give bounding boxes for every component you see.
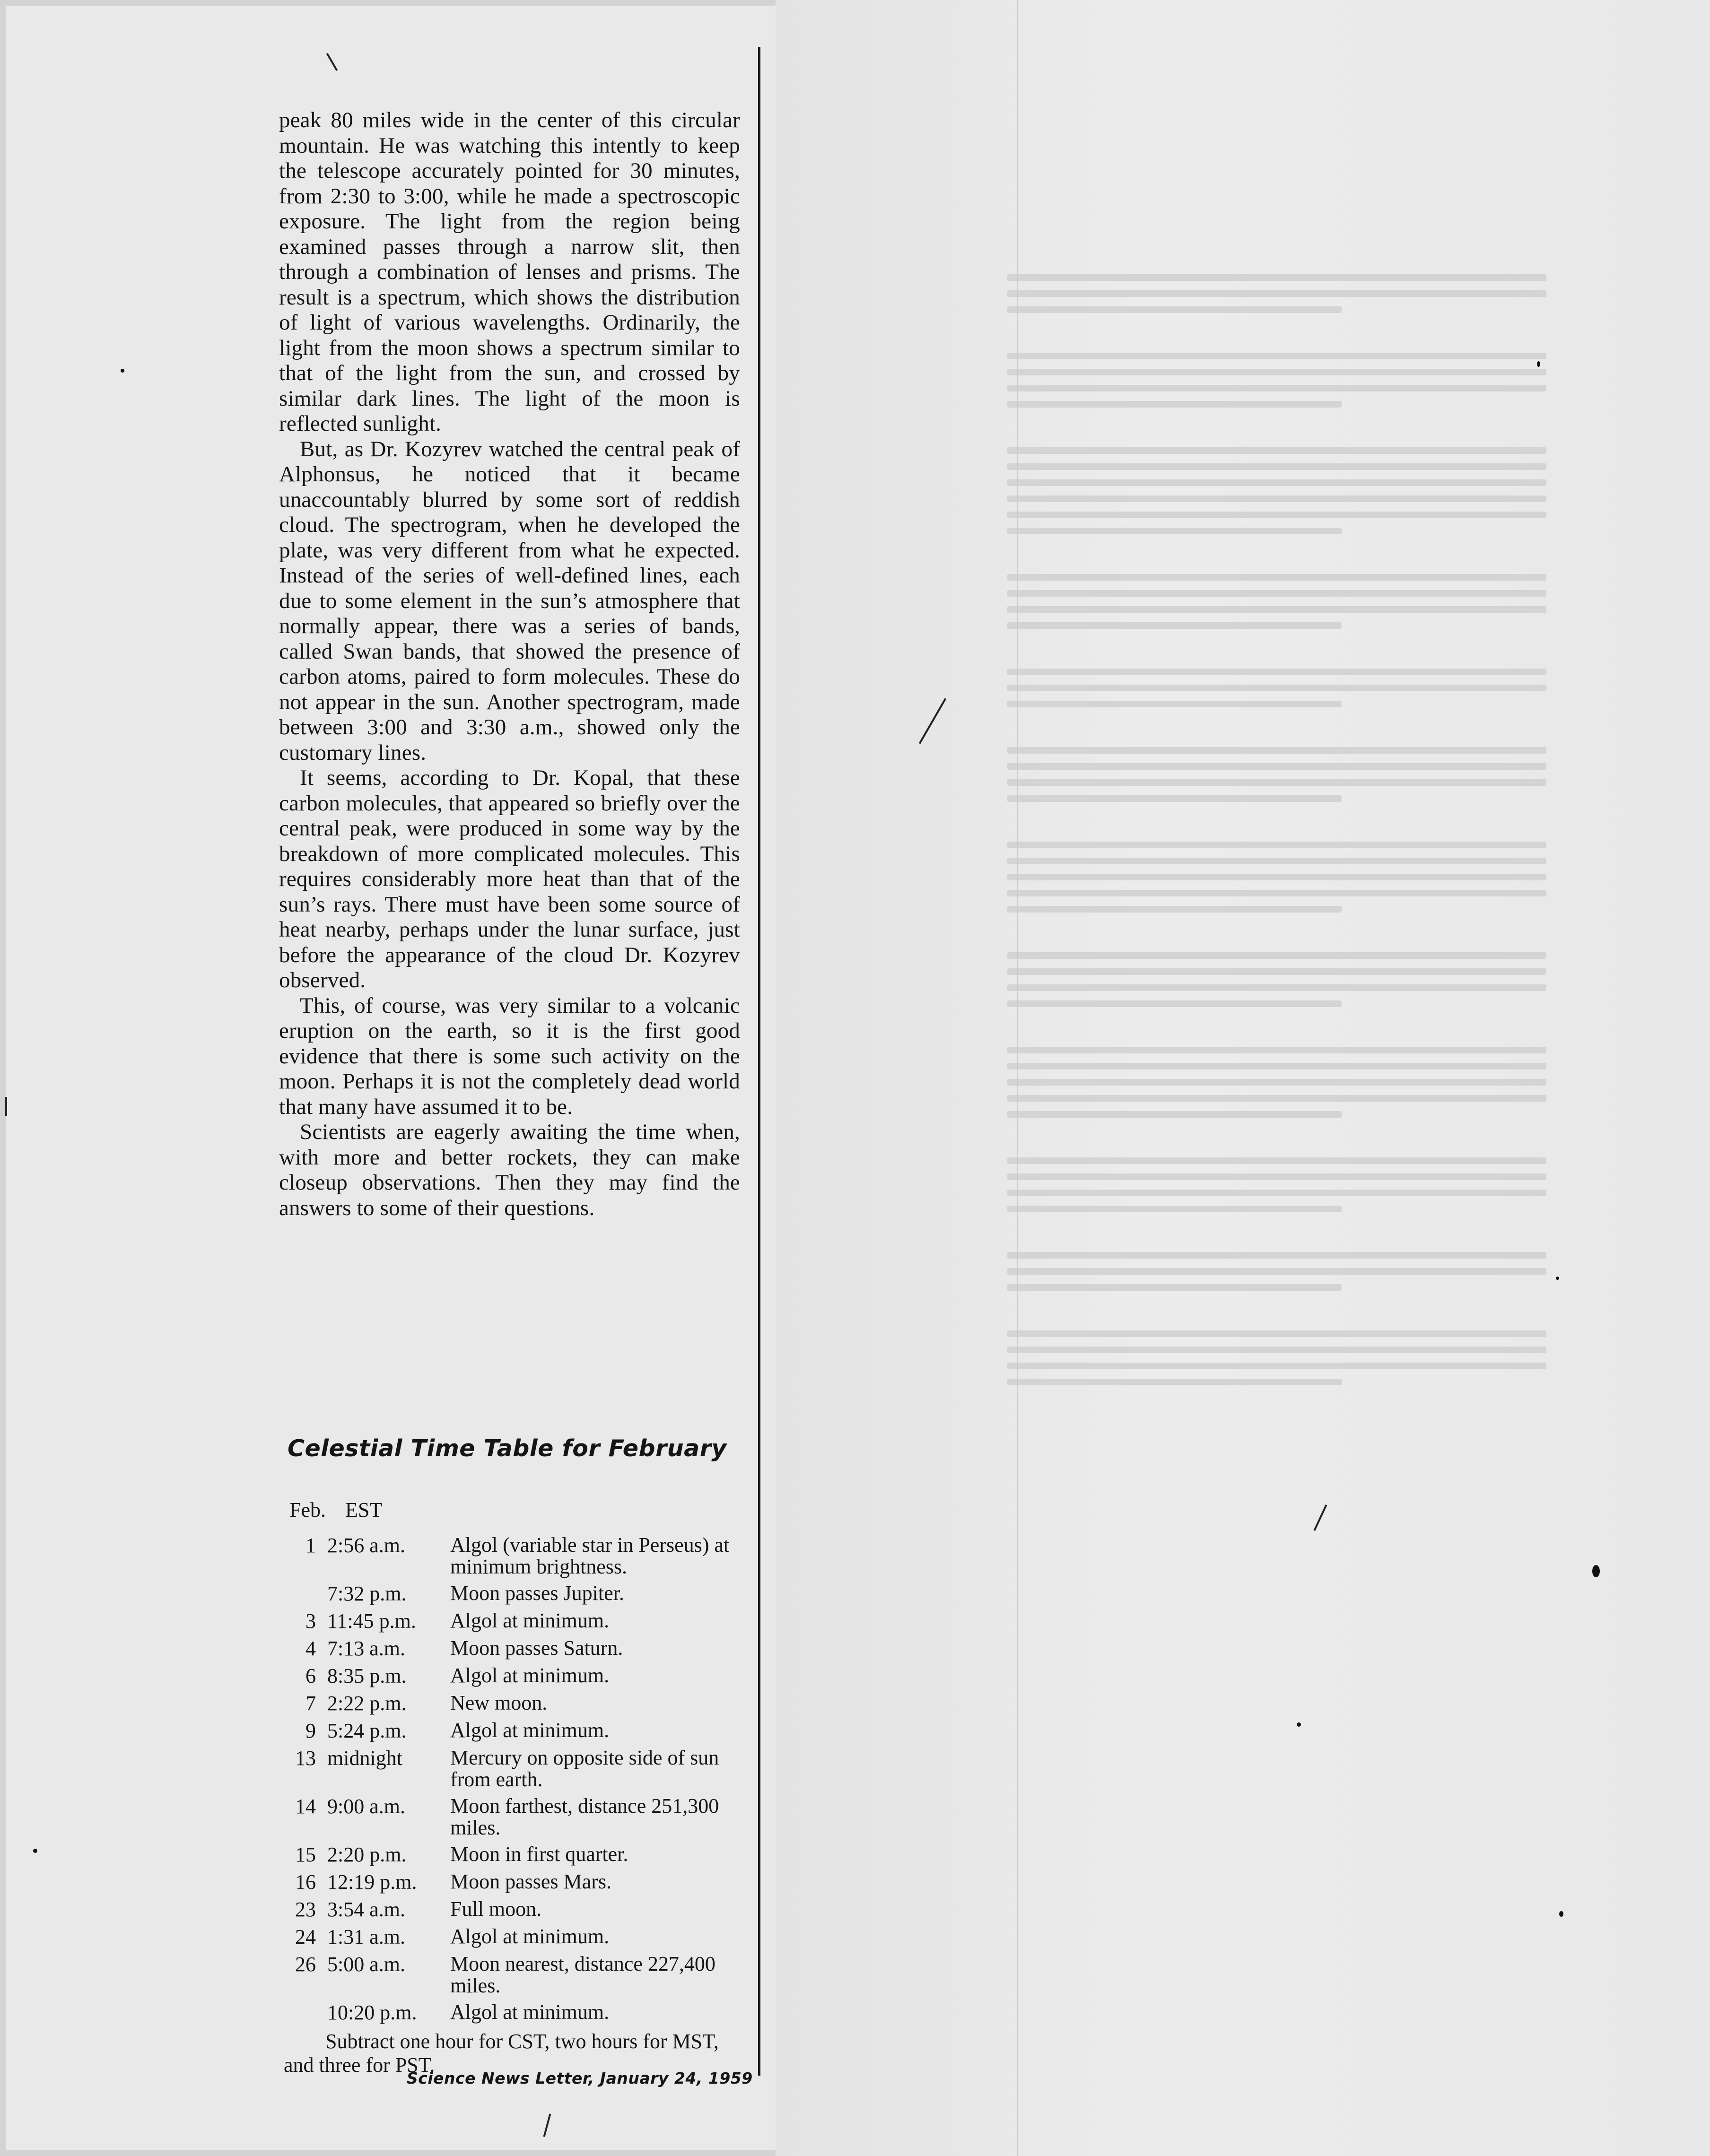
timetable-rows — [284, 1534, 745, 2024]
timetable-event: Moon in first quarter. — [450, 1843, 628, 1866]
scan-speck — [1559, 1911, 1563, 1917]
timetable-row — [284, 1720, 745, 1742]
timetable — [284, 1498, 745, 2077]
timetable-row — [284, 1843, 745, 1866]
timetable-row — [284, 1637, 745, 1660]
timetable-row — [284, 1871, 745, 1894]
timetable-day: 23 — [295, 1898, 316, 1921]
timetable-row — [284, 1610, 745, 1633]
timetable-event: Algol (variable star in Perseus) at minimum brightness. — [450, 1533, 730, 1578]
timetable-row — [284, 1953, 745, 1997]
timetable-time: 9:00 a.m. — [327, 1795, 405, 1818]
timetable-time: 3:54 a.m. — [327, 1898, 405, 1921]
timetable-time: 12:19 p.m. — [327, 1870, 417, 1894]
gutter-line — [1017, 0, 1018, 2156]
scan-speck — [1537, 361, 1540, 367]
paragraph: It seems, according to Dr. Kopal, that these carbon molecules, that appeared so briefly over the central peak, were produced in some way by the breakdown of more complicated molecules. This requires considerably more heat than that of the sun’s rays. There must have been some source of heat nearby, perhaps under the lunar surface, just before the appearance of the cloud Dr. Kozyrev observed. — [279, 765, 740, 992]
col-feb: Feb. — [289, 1498, 326, 1521]
timetable-time: 2:20 p.m. — [327, 1843, 407, 1866]
timetable-title: Celestial Time Table for February — [288, 1435, 727, 1462]
article-column — [279, 108, 740, 1221]
timetable-event: Algol at minimum. — [450, 1925, 610, 1948]
timetable-time: 1:31 a.m. — [327, 1925, 405, 1948]
scan-speck — [1556, 1277, 1559, 1280]
paragraph: This, of course, was very similar to a volcanic eruption on the earth, so it is the first good evidence that there is some such activity on the moon. Perhaps it is not the completely dead world that many have assumed it to be. — [279, 993, 740, 1119]
timetable-time: 7:13 a.m. — [327, 1637, 405, 1660]
timetable-time: 2:56 a.m. — [327, 1534, 405, 1557]
timetable-row — [284, 1926, 745, 1948]
timetable-day: 15 — [295, 1843, 316, 1866]
timetable-row — [284, 1795, 745, 1839]
timetable-day: 24 — [295, 1925, 316, 1948]
col-est: EST — [345, 1498, 383, 1521]
scan-speck — [1297, 1722, 1301, 1727]
timetable-row — [284, 1582, 745, 1605]
timetable-event: Full moon. — [450, 1897, 542, 1921]
timetable-day: 13 — [295, 1747, 316, 1770]
timetable-day — [284, 1582, 327, 1605]
timetable-row — [284, 2001, 745, 2024]
timetable-event: Algol at minimum. — [450, 2000, 610, 2024]
timetable-time: 2:22 p.m. — [327, 1692, 407, 1715]
paragraph: Scientists are eagerly awaiting the time when, with more and better rockets, they can make closeup observations. Then they may find the answers to some of their questions. — [279, 1120, 740, 1220]
timetable-day — [284, 2001, 327, 2024]
timetable-row — [284, 1747, 745, 1791]
timetable-day: 9 — [305, 1719, 316, 1742]
timetable-time: 11:45 p.m. — [327, 1609, 416, 1633]
timetable-time: midnight — [327, 1747, 402, 1770]
timetable-event: Moon passes Mars. — [450, 1870, 611, 1893]
faded-facing-text — [1007, 265, 1546, 1901]
timetable-day: 14 — [295, 1795, 316, 1818]
timetable-time: 5:24 p.m. — [327, 1719, 407, 1742]
timetable-day: 16 — [295, 1870, 316, 1894]
scan-speck — [121, 369, 124, 373]
timetable-row — [284, 1692, 745, 1715]
timetable-day: 1 — [305, 1534, 316, 1557]
timetable-event: Moon nearest, distance 227,400 miles. — [450, 1952, 715, 1997]
timetable-event: New moon. — [450, 1691, 548, 1714]
page-footer: Science News Letter, January 24, 1959 — [407, 2069, 753, 2087]
timetable-day: 3 — [305, 1609, 316, 1633]
timetable-day: 4 — [305, 1637, 316, 1660]
timetable-time: 10:20 p.m. — [327, 2001, 417, 2024]
timetable-day: 6 — [305, 1664, 316, 1687]
timetable-header — [284, 1498, 745, 1522]
timetable-row — [284, 1898, 745, 1921]
scan-mark — [5, 1097, 7, 1116]
timetable-event: Algol at minimum. — [450, 1664, 610, 1687]
column-rule — [758, 47, 760, 2076]
timetable-row — [284, 1534, 745, 1578]
timetable-time: 7:32 p.m. — [327, 1582, 407, 1605]
scan-speck — [33, 1849, 37, 1853]
timetable-event: Algol at minimum. — [450, 1609, 610, 1632]
timetable-row — [284, 1665, 745, 1687]
timetable-day: 26 — [295, 1953, 316, 1976]
timetable-event: Moon passes Saturn. — [450, 1636, 623, 1660]
paragraph: peak 80 miles wide in the center of this circular mountain. He was watching this intently to keep the telescope accurately pointed for 30 minutes, from 2:30 to 3:00, while he made a spectroscopic exposure. The light from the region being examined passes through a narrow slit, then through a combination of lenses and prisms. The result is a spectrum, which shows the distribution of light of various wavelengths. Ordinarily, the light from the moon shows a spectrum similar to that of the light from the sun, and crossed by similar dark lines. The light of the moon is reflected sunlight. — [279, 108, 740, 436]
paragraph: But, as Dr. Kozyrev watched the central peak of Alphonsus, he noticed that it became unaccountably blurred by some sort of reddish cloud. The spectrogram, when he developed the plate, was very different from what he expected. Instead of the series of well-defined lines, each due to some element in the sun’s atmosphere that normally appear, there was a series of bands, called Swan bands, that showed the presence of carbon atoms, paired to form molecules. These do not appear in the sun. Another spectrogram, made between 3:00 and 3:30 a.m., showed only the customary lines. — [279, 436, 740, 765]
timetable-day: 7 — [305, 1692, 316, 1715]
timezone-note: Subtract one hour for CST, two hours for MST, and three for PST. — [284, 2030, 719, 2077]
timetable-event: Moon farthest, distance 251,300 miles. — [450, 1794, 719, 1839]
timetable-time: 8:35 p.m. — [327, 1664, 407, 1687]
timetable-event: Algol at minimum. — [450, 1719, 610, 1742]
timetable-event: Moon passes Jupiter. — [450, 1582, 624, 1605]
scan-speck — [1592, 1565, 1600, 1577]
timetable-time: 5:00 a.m. — [327, 1953, 405, 1976]
timetable-event: Mercury on opposite side of sun from earth. — [450, 1746, 719, 1791]
